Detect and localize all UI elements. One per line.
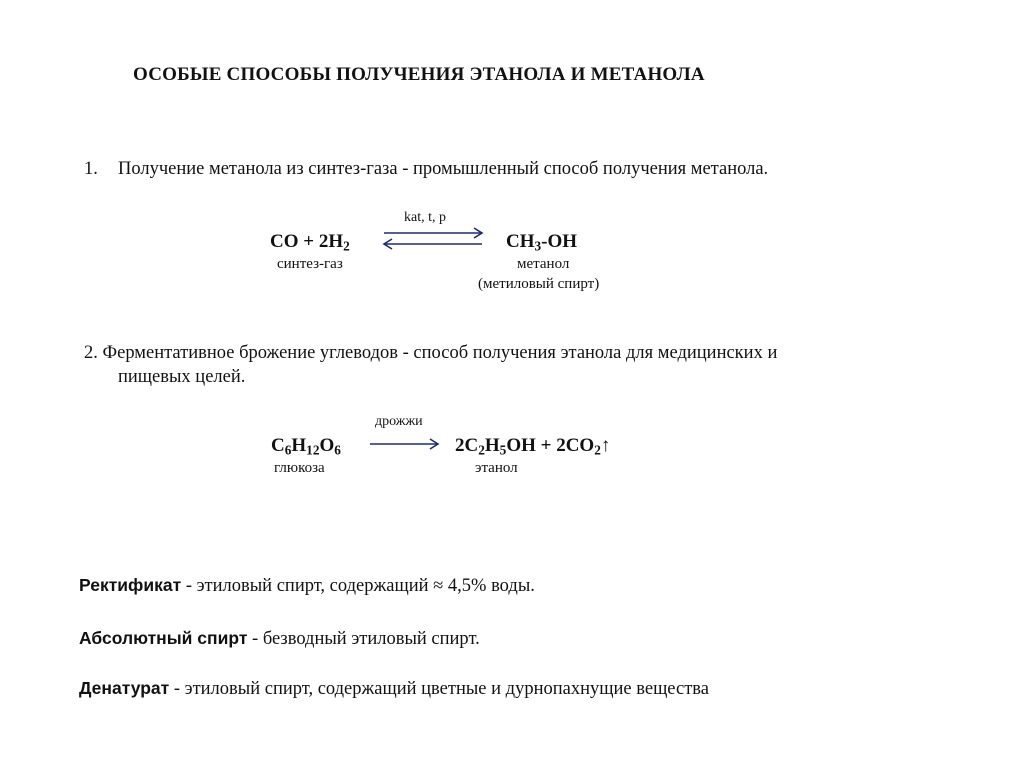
reaction-1-reactants: CO + $2H_2$ [270,231,350,254]
reaction-2-reactant: $C_6H_{12}O_6$ [271,435,341,458]
item-1-text: Получение метанола из синтез-газа - промышленный способ получения метанола. [118,159,769,179]
reaction-1-conditions: kat, t, p [404,210,446,225]
item-1-number: 1. [84,159,98,179]
equilibrium-arrow-icon [380,226,490,250]
definition-text: - этиловый спирт, содержащий цветные и дурнопахнущие вещества [169,679,709,699]
reaction-2-conditions: дрожжи [375,414,423,429]
definition-text: - безводный этиловый спирт. [247,629,480,649]
definition-rectified [79,575,535,597]
definition-term: Ректификат [79,575,182,595]
reaction-1-reactant-label: синтез-газ [277,256,343,272]
definition-text: - этиловый спирт, содержащий ≈ 4,5% воды. [181,576,535,596]
definition-term: Денатурат [79,678,170,698]
reaction-1-product-label2: (метиловый спирт) [478,276,600,292]
page-title: ОСОБЫЕ СПОСОБЫ ПОЛУЧЕНИЯ ЭТАНОЛА И МЕТАНОЛА [133,64,705,85]
reaction-arrow-icon [368,437,448,451]
definition-absolute [79,628,480,650]
definition-term: Абсолютный спирт [79,628,248,648]
item-2 [84,341,956,389]
item-2-line-2: пищевых целей. [118,367,246,387]
reaction-1-product: $CH_3-OH$ [506,231,578,254]
definition-denatured [79,678,709,700]
item-2-line-1: 2. Ферментативное брожение углеводов - способ получения этанола для медицинских и [84,343,778,363]
item-1 [84,159,768,180]
reaction-1-product-label: метанол [517,256,570,272]
reaction-2-reactant-label: глюкоза [274,460,325,476]
reaction-2-products: $2C_2H_5OH$ + $2CO_2↑$ [455,435,611,458]
reaction-2-product-label: этанол [475,460,518,476]
